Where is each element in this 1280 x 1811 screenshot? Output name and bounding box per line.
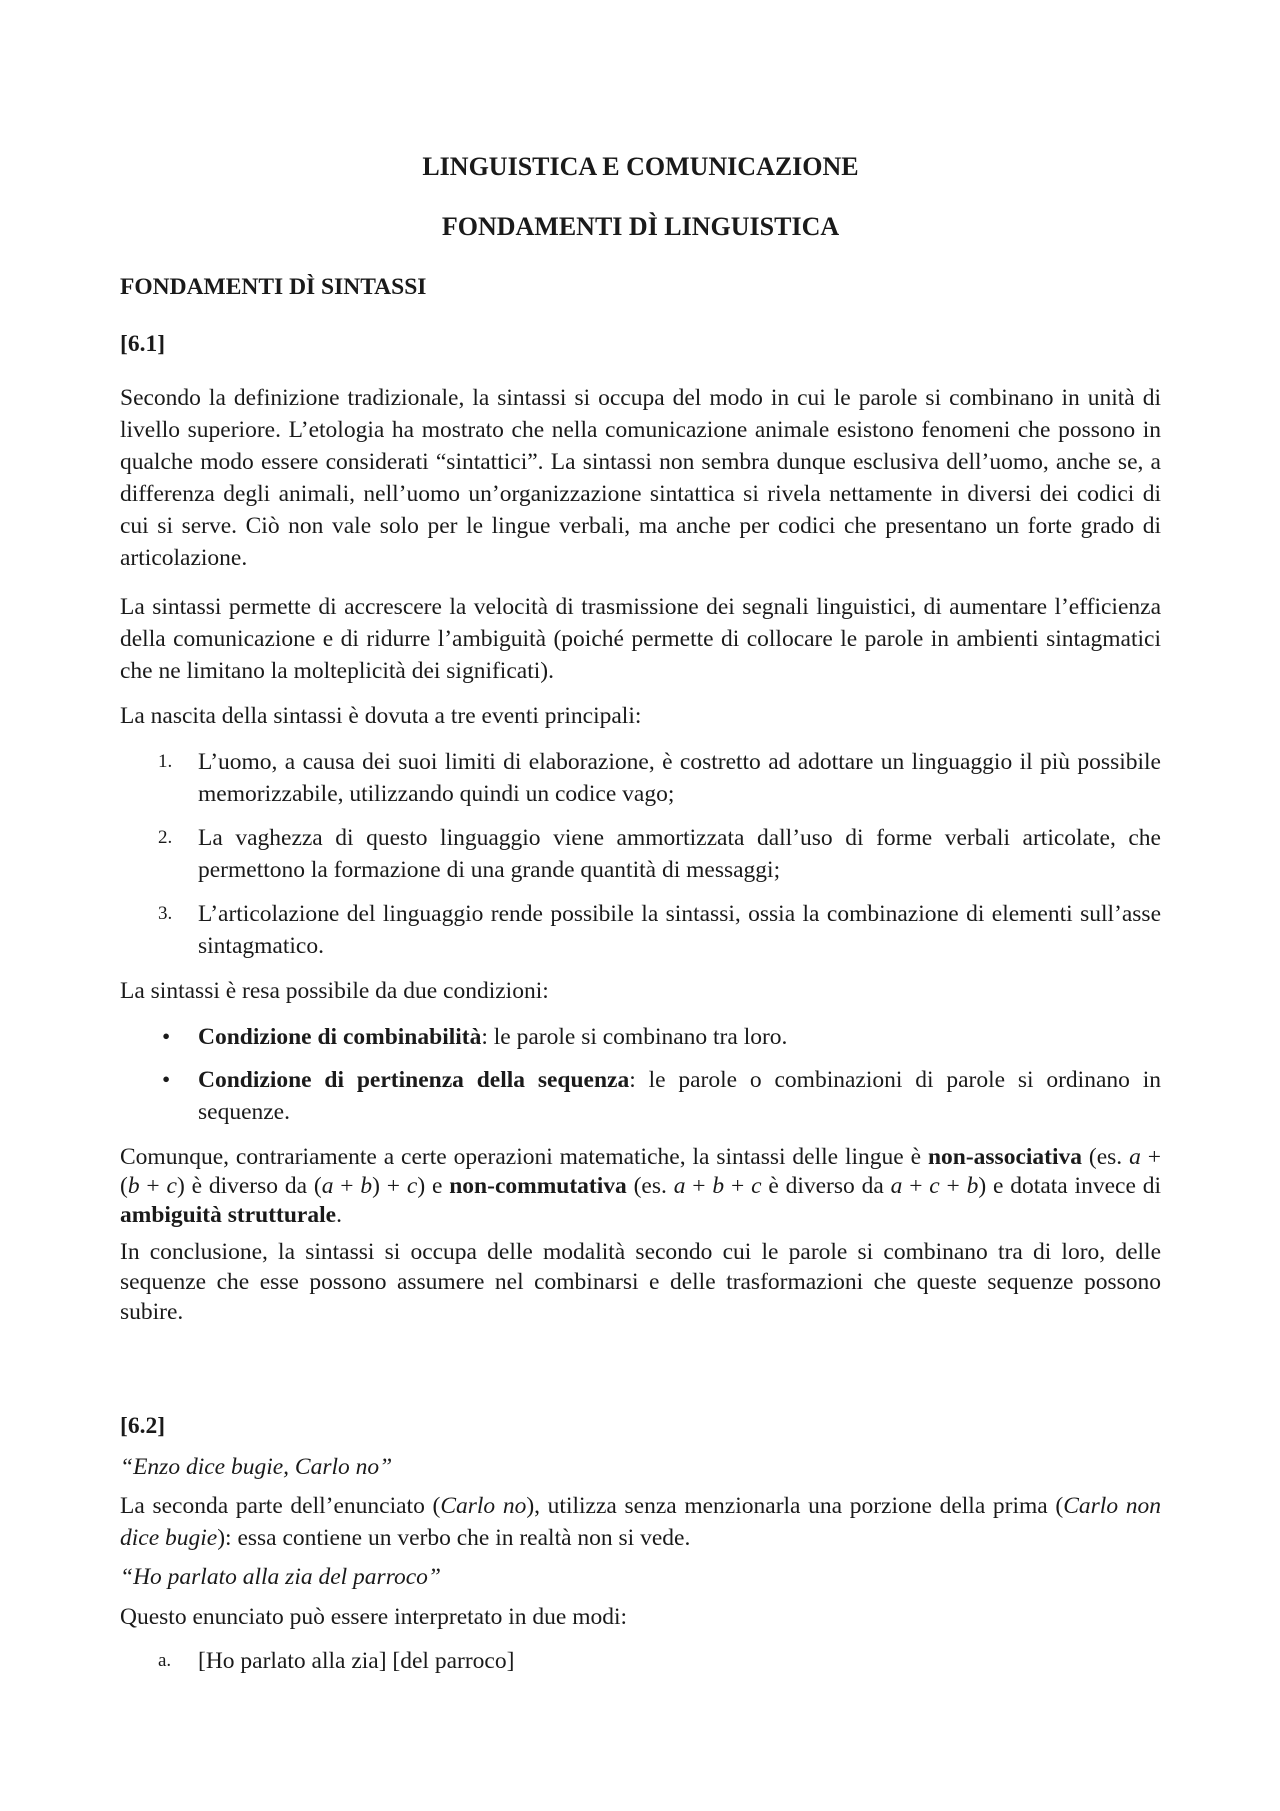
list-item-text: [Ho parlato alla zia] [del parroco] xyxy=(198,1648,515,1674)
condition-term: Condizione di combinabilità xyxy=(198,1024,482,1050)
paragraph-purpose: La sintassi permette di accrescere la velocità di trasmissione dei segnali linguistici, di aumentare l’efficienza della comunicazione e di ridurre l’ambiguità (poiché permette di collocare le parole in ambienti sintagmatici che ne limitano la molteplicità dei significati). xyxy=(120,594,1161,684)
list-marker: 2. xyxy=(158,827,173,848)
term-non-associativa: non-associativa xyxy=(927,1144,1083,1170)
paragraph-interpretation: Questo enunciato può essere interpretato in due modi: xyxy=(120,1604,628,1630)
example-sentence-1: “Enzo dice bugie, Carlo no” xyxy=(120,1454,393,1480)
bullet-item-text xyxy=(198,1021,1161,1053)
paragraph-origin-intro: La nascita della sintassi è dovuta a tre eventi principali: xyxy=(120,703,642,729)
section-heading: FONDAMENTI DÌ SINTASSI xyxy=(120,274,427,300)
paragraph-properties: Comunque, contrariamente a certe operazioni matematiche, la sintassi delle lingue è non-associativa (es. a + (b + c) è diverso da (a + b) + c) e non-commutativa (es. a + b + c è diverso da a + c + b) e dotata invece di ambiguità strutturale. xyxy=(120,1144,1161,1228)
list-marker: 1. xyxy=(158,751,173,772)
list-marker: 3. xyxy=(158,903,173,924)
paragraph-conclusion: In conclusione, la sintassi si occupa delle modalità secondo cui le parole si combinano tra di loro, delle sequenze che esse possono assumere nel combinarsi e delle trasformazioni che queste sequenze possono subire. xyxy=(120,1239,1161,1325)
section-label-6-1: [6.1] xyxy=(120,331,166,357)
example-sentence-2: “Ho parlato alla zia del parroco” xyxy=(120,1564,441,1590)
paragraph-conditions-intro: La sintassi è resa possibile da due condizioni: xyxy=(120,978,549,1004)
list-item-text: L’articolazione del linguaggio rende possibile la sintassi, ossia la combinazione di elementi sull’asse sintagmatico. xyxy=(198,901,1161,959)
condition-description: : le parole o combinazioni di parole si ordinano in sequenze. xyxy=(198,1067,1161,1125)
term-non-commutativa: non-commutativa xyxy=(449,1173,627,1199)
bullet-marker: • xyxy=(162,1067,171,1093)
list-item-text: L’uomo, a causa dei suoi limiti di elaborazione, è costretto ad adottare un linguaggio il più possibile memorizzabile, utilizzando quindi un codice vago; xyxy=(198,749,1161,807)
bullet-item-text xyxy=(198,1064,1161,1128)
section-label-6-2: [6.2] xyxy=(120,1413,166,1439)
document-title: LINGUISTICA E COMUNICAZIONE xyxy=(422,152,859,181)
list-item-text: La vaghezza di questo linguaggio viene ammortizzata dall’uso di forme verbali articolate, che permettono la formazione di una grande quantità di messaggi; xyxy=(198,825,1161,883)
document-subtitle: FONDAMENTI DÌ LINGUISTICA xyxy=(441,212,840,241)
bullet-marker: • xyxy=(162,1024,171,1050)
term-ambiguita-strutturale: ambiguità strutturale xyxy=(120,1202,337,1228)
paragraph-definition: Secondo la definizione tradizionale, la sintassi si occupa del modo in cui le parole si combinano in unità di livello superiore. L’etologia ha mostrato che nella comunicazione animale esistono fenomeni che possono in qualche modo essere considerati “sintattici”. La sintassi non sembra dunque esclusiva dell’uomo, anche se, a differenza degli animali, nell’uomo un’organizzazione sintattica si rivela nettamente in diversi dei codici di cui si serve. Ciò non vale solo per le lingue verbali, ma anche per codici che presentano un forte grado di articolazione. xyxy=(120,385,1161,571)
paragraph-ellipsis: La seconda parte dell’enunciato (Carlo no), utilizza senza menzionarla una porzione della prima (Carlo non dice bugie): essa contiene un verbo che in realtà non si vede. xyxy=(120,1493,1161,1551)
list-marker: a. xyxy=(158,1650,172,1671)
condition-term: Condizione di pertinenza della sequenza xyxy=(198,1067,630,1093)
condition-description: : le parole si combinano tra loro. xyxy=(481,1024,788,1050)
